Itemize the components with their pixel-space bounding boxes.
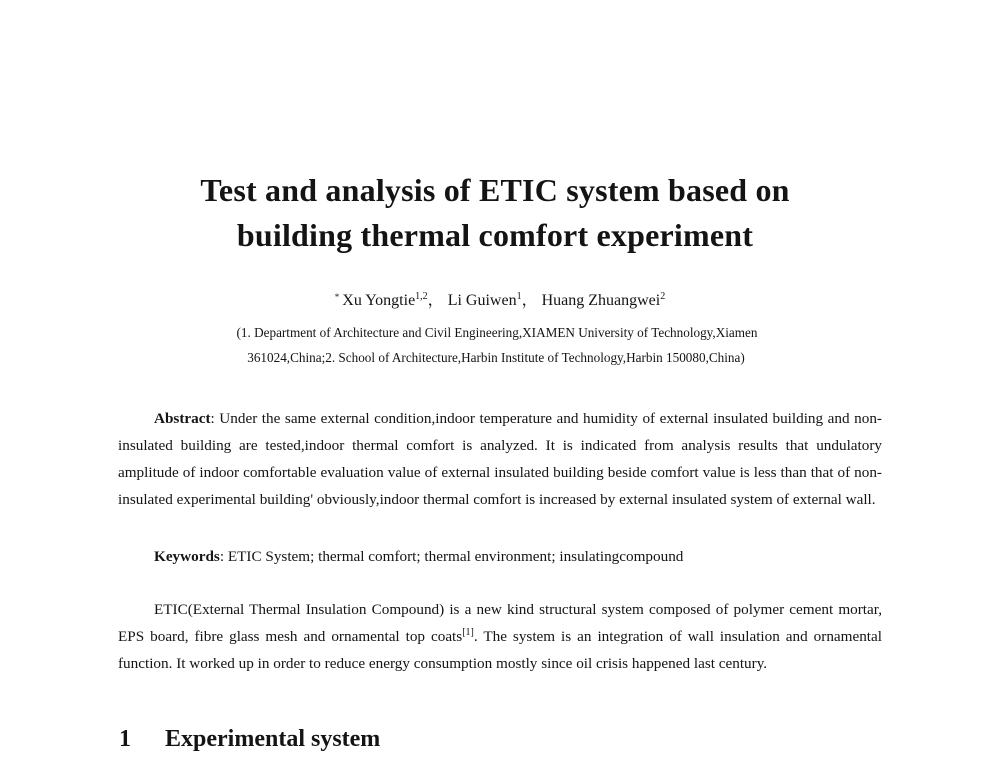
keywords-line (154, 543, 683, 570)
intro-text-continued: . The system is an integration of wall insulation and ornamental function. It worked up in order to reduce energy consumption mostly since oil crisis happened last century. (118, 628, 882, 672)
author-name: Huang Zhuangwei (541, 292, 661, 309)
keywords-text: ETIC System; thermal comfort; thermal environment; insulatingcompound (227, 548, 684, 565)
author-separator: ， (427, 292, 448, 309)
section-number: 1 (119, 726, 131, 752)
paper-title-line-1: Test and analysis of ETIC system based on (200, 172, 790, 208)
author-affiliation-sup: 1 (516, 291, 522, 302)
abstract-paragraph (118, 405, 882, 513)
abstract-text: Under the same external condition,indoor temperature and humidity of external insulated building and non-insulated building are tested,indoor thermal comfort is analyzed. It is indicated from analysis results that undulatory amplitude of indoor comfortable evaluation value of external insulated building beside comfort value is less than that of non-insulated experimental building' obviously,indoor thermal comfort is increased by external insulated system of external wall. (118, 410, 882, 508)
abstract-label: Abstract (154, 410, 211, 427)
intro-text: ETIC(External Thermal Insulation Compound) is a new kind structural system composed of polymer cement mortar, EPS board, fibre glass mesh and ornamental top coats (118, 601, 882, 645)
intro-paragraph (118, 596, 882, 677)
section-heading (119, 722, 380, 756)
author-list (0, 286, 1000, 312)
author-separator: ， (521, 292, 542, 309)
keywords-label: Keywords (154, 548, 220, 565)
section-title: Experimental system (165, 726, 381, 752)
affiliation-line-2: 361024,China;2. School of Architecture,Harbin Institute of Technology,Harbin 150080,China) (247, 350, 745, 365)
author-affiliation-sup: 1,2 (415, 291, 428, 302)
abstract-separator: : (210, 410, 220, 427)
paper-title-line-2: building thermal comfort experiment (236, 217, 754, 253)
author-name: Li Guiwen (447, 292, 517, 309)
author-name: Xu Yongtie (342, 292, 416, 309)
corresponding-author-mark: * (334, 292, 340, 302)
affiliation-line-1: (1. Department of Architecture and Civil Engineering,XIAMEN University of Technology,Xiamen (236, 325, 758, 340)
author-affiliation-sup: 2 (660, 291, 666, 302)
citation-ref: [1] (462, 627, 474, 638)
keywords-separator: : (219, 548, 228, 565)
